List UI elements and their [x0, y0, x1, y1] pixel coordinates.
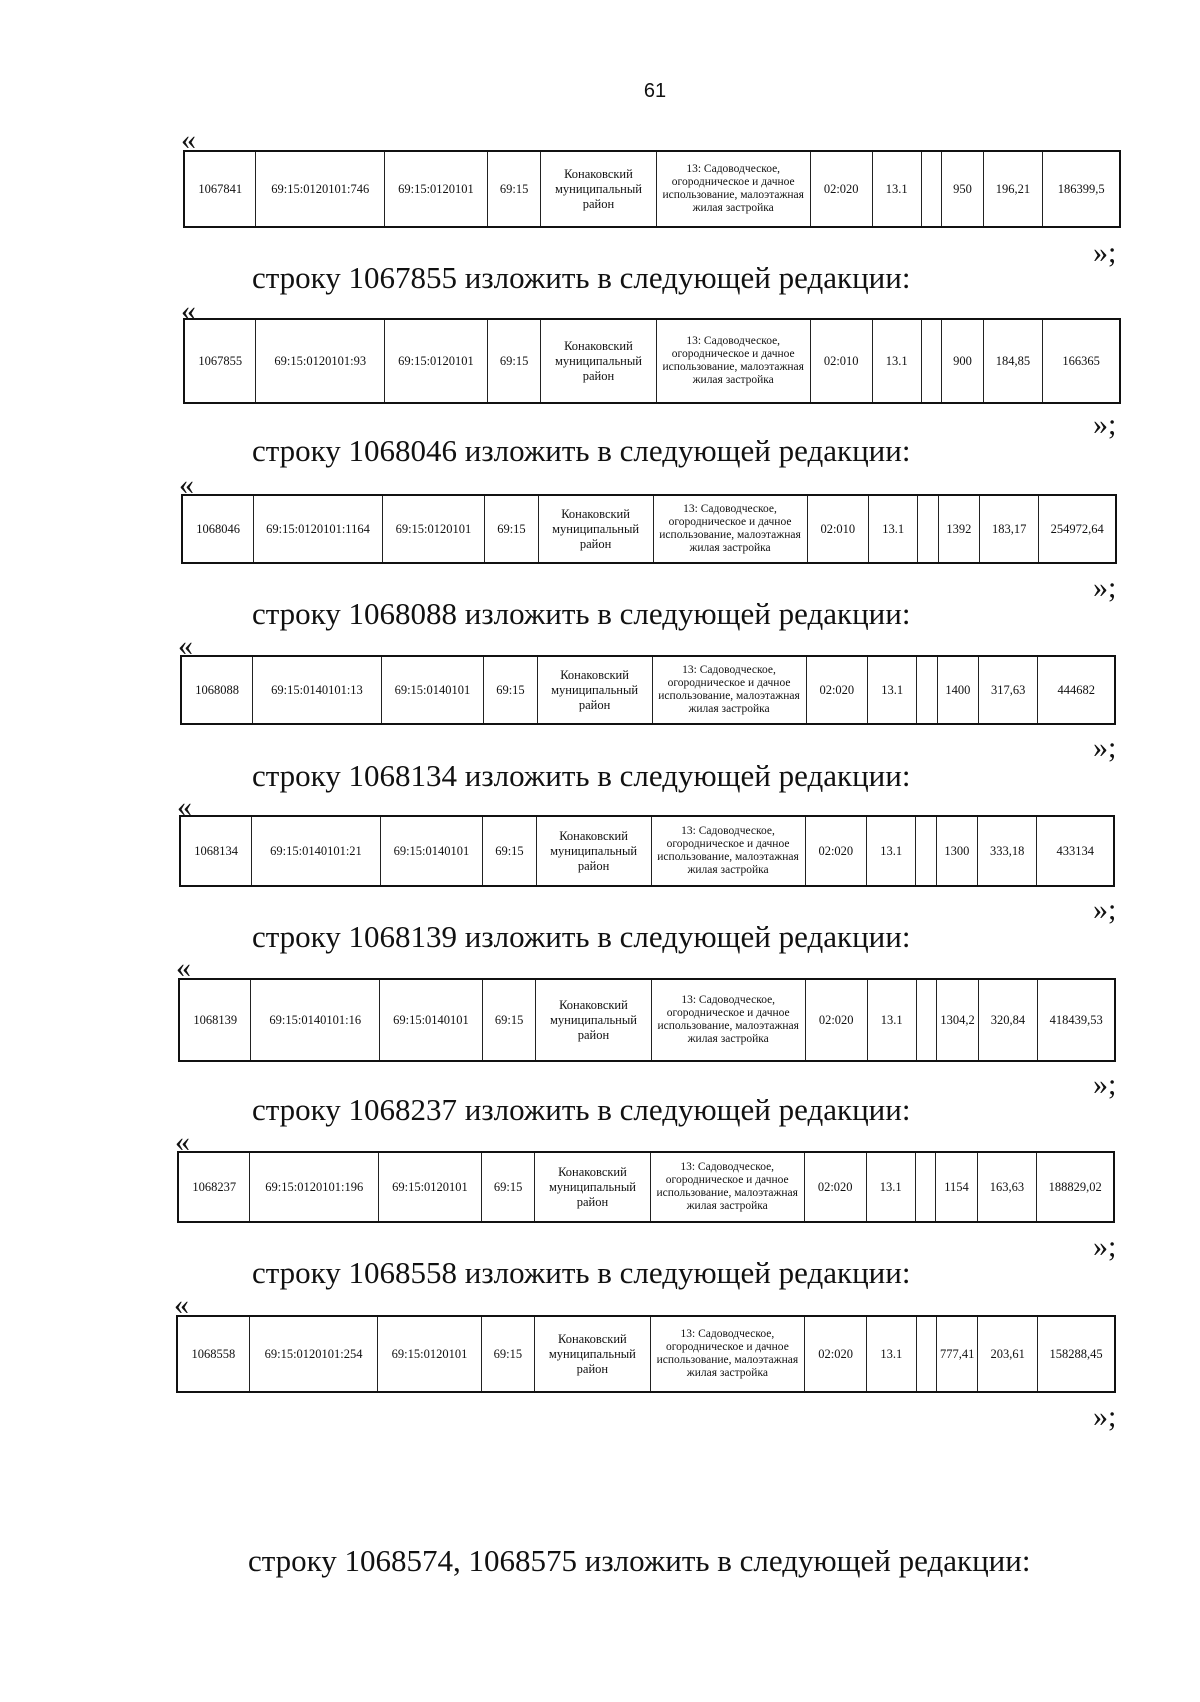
opening-quote: «	[174, 1288, 189, 1321]
district-code-cell: 69:15	[484, 656, 537, 724]
closing-quote: »;	[1093, 408, 1117, 441]
group-code-cell: 13.1	[866, 1152, 915, 1222]
land-use-cell: 13: Садоводческое, огородническое и дачное использование, малоэтажная жилая застройка	[651, 979, 805, 1061]
opening-quote: «	[178, 629, 193, 662]
group-code-cell: 13.1	[867, 1316, 916, 1392]
opening-quote: «	[175, 1125, 190, 1158]
cadastral-value-cell: 444682	[1038, 656, 1115, 724]
cadastral-value-cell: 254972,64	[1039, 495, 1116, 563]
table-row	[180, 816, 1114, 886]
land-use-cell: 13: Садоводческое, огородническое и дачное использование, малоэтажная жилая застройка	[652, 656, 806, 724]
cadastral-value-cell: 188829,02	[1037, 1152, 1114, 1222]
quarter-cell: 69:15:0140101	[380, 816, 483, 886]
row-id-cell: 1068088	[181, 656, 253, 724]
cadastral-number-cell: 69:15:0120101:254	[249, 1316, 378, 1392]
specific-value-cell: 196,21	[983, 151, 1043, 227]
cadastral-number-cell: 69:15:0120101:196	[250, 1152, 379, 1222]
opening-quote: «	[177, 790, 192, 823]
land-use-cell: 13: Садоводческое, огородническое и дачное использование, малоэтажная жилая застройка	[650, 1152, 804, 1222]
zone-code-cell: 02:020	[810, 151, 872, 227]
table-row	[182, 495, 1116, 563]
register-row-table	[181, 494, 1117, 564]
opening-quote: «	[179, 468, 194, 501]
cadastral-value-cell: 433134	[1037, 816, 1114, 886]
land-use-cell: 13: Садоводческое, огородническое и дачное использование, малоэтажная жилая застройка	[650, 1316, 805, 1392]
area-cell: 1392	[938, 495, 979, 563]
zone-code-cell: 02:010	[810, 319, 872, 403]
cadastral-number-cell: 69:15:0120101:746	[256, 151, 385, 227]
opening-quote: «	[176, 951, 191, 984]
cadastral-value-cell: 186399,5	[1043, 151, 1120, 227]
municipality-cell: Конаковский муниципальный район	[535, 1152, 650, 1222]
specific-value-cell: 203,61	[978, 1316, 1038, 1392]
closing-quote: »;	[1093, 1068, 1117, 1101]
specific-value-cell: 163,63	[977, 1152, 1037, 1222]
district-code-cell: 69:15	[487, 151, 540, 227]
row-id-cell: 1068558	[177, 1316, 249, 1392]
land-use-cell: 13: Садоводческое, огородническое и дачное использование, малоэтажная жилая застройка	[656, 319, 810, 403]
district-code-cell: 69:15	[483, 816, 536, 886]
table-row	[179, 979, 1115, 1061]
opening-quote: «	[181, 294, 196, 327]
blank-cell	[918, 495, 939, 563]
row-id-cell: 1068046	[182, 495, 254, 563]
blank-cell	[915, 1152, 936, 1222]
municipality-cell: Конаковский муниципальный район	[537, 656, 652, 724]
area-cell: 1300	[936, 816, 977, 886]
district-code-cell: 69:15	[481, 1316, 535, 1392]
area-cell: 950	[942, 151, 983, 227]
blank-cell	[917, 656, 938, 724]
group-code-cell: 13.1	[868, 656, 917, 724]
quarter-cell: 69:15:0120101	[378, 1316, 481, 1392]
specific-value-cell: 317,63	[978, 656, 1038, 724]
quarter-cell: 69:15:0120101	[385, 151, 488, 227]
register-row-table	[176, 1315, 1116, 1393]
blank-cell	[916, 816, 937, 886]
area-cell: 1304,2	[937, 979, 978, 1061]
municipality-cell: Конаковский муниципальный район	[538, 495, 653, 563]
specific-value-cell: 320,84	[978, 979, 1038, 1061]
final-amendment-heading: строку 1068574, 1068575 изложить в следующей редакции:	[248, 1543, 1031, 1578]
register-row-table	[179, 815, 1115, 887]
cadastral-number-cell: 69:15:0140101:21	[252, 816, 380, 886]
zone-code-cell: 02:020	[805, 816, 867, 886]
register-row-table	[177, 1151, 1115, 1223]
land-use-cell: 13: Садоводческое, огородническое и дачное использование, малоэтажная жилая застройка	[656, 151, 810, 227]
table-row	[181, 656, 1115, 724]
amendment-heading: строку 1068088 изложить в следующей редакции:	[252, 596, 911, 631]
cadastral-number-cell: 69:15:0140101:16	[251, 979, 380, 1061]
row-id-cell: 1068237	[178, 1152, 250, 1222]
cadastral-value-cell: 166365	[1043, 319, 1120, 403]
group-code-cell: 13.1	[867, 816, 916, 886]
blank-cell	[921, 319, 942, 403]
cadastral-number-cell: 69:15:0140101:13	[253, 656, 381, 724]
cadastral-number-cell: 69:15:0120101:1164	[254, 495, 382, 563]
land-use-cell: 13: Садоводческое, огородническое и дачное использование, малоэтажная жилая застройка	[651, 816, 805, 886]
land-use-cell: 13: Садоводческое, огородническое и дачное использование, малоэтажная жилая застройка	[653, 495, 807, 563]
area-cell: 777,41	[937, 1316, 978, 1392]
table-row	[177, 1316, 1115, 1392]
table-row	[184, 151, 1120, 227]
area-cell: 900	[942, 319, 983, 403]
zone-code-cell: 02:010	[807, 495, 869, 563]
register-row-table	[180, 655, 1116, 725]
area-cell: 1400	[937, 656, 978, 724]
cadastral-value-cell: 418439,53	[1038, 979, 1115, 1061]
zone-code-cell: 02:020	[806, 656, 868, 724]
amendment-heading: строку 1068139 изложить в следующей редакции:	[252, 919, 911, 954]
row-id-cell: 1067841	[184, 151, 256, 227]
opening-quote: «	[181, 123, 196, 156]
zone-code-cell: 02:020	[804, 1152, 866, 1222]
cadastral-number-cell: 69:15:0120101:93	[256, 319, 385, 403]
district-code-cell: 69:15	[481, 1152, 534, 1222]
table-row	[178, 1152, 1114, 1222]
group-code-cell: 13.1	[872, 151, 921, 227]
zone-code-cell: 02:020	[805, 979, 867, 1061]
table-row	[184, 319, 1120, 403]
blank-cell	[916, 1316, 937, 1392]
quarter-cell: 69:15:0120101	[382, 495, 485, 563]
register-row-table	[183, 318, 1121, 404]
row-id-cell: 1068139	[179, 979, 251, 1061]
specific-value-cell: 184,85	[983, 319, 1043, 403]
amendment-heading: строку 1068558 изложить в следующей редакции:	[252, 1255, 911, 1290]
quarter-cell: 69:15:0120101	[385, 319, 488, 403]
group-code-cell: 13.1	[872, 319, 921, 403]
quarter-cell: 69:15:0140101	[381, 656, 484, 724]
specific-value-cell: 183,17	[979, 495, 1039, 563]
amendment-heading: строку 1067855 изложить в следующей редакции:	[252, 260, 911, 295]
area-cell: 1154	[936, 1152, 977, 1222]
amendment-heading: строку 1068134 изложить в следующей редакции:	[252, 758, 911, 793]
closing-quote: »;	[1093, 1230, 1117, 1263]
municipality-cell: Конаковский муниципальный район	[535, 1316, 650, 1392]
quarter-cell: 69:15:0140101	[380, 979, 483, 1061]
municipality-cell: Конаковский муниципальный район	[541, 151, 656, 227]
row-id-cell: 1068134	[180, 816, 252, 886]
quarter-cell: 69:15:0120101	[379, 1152, 482, 1222]
municipality-cell: Конаковский муниципальный район	[536, 979, 651, 1061]
specific-value-cell: 333,18	[977, 816, 1037, 886]
municipality-cell: Конаковский муниципальный район	[536, 816, 651, 886]
zone-code-cell: 02:020	[805, 1316, 867, 1392]
group-code-cell: 13.1	[867, 979, 916, 1061]
closing-quote: »;	[1093, 731, 1117, 764]
cadastral-value-cell: 158288,45	[1038, 1316, 1115, 1392]
closing-quote: »;	[1093, 236, 1117, 269]
blank-cell	[916, 979, 937, 1061]
district-code-cell: 69:15	[485, 495, 538, 563]
page-number: 61	[643, 80, 667, 102]
group-code-cell: 13.1	[869, 495, 918, 563]
district-code-cell: 69:15	[482, 979, 535, 1061]
municipality-cell: Конаковский муниципальный район	[541, 319, 656, 403]
register-row-table	[183, 150, 1121, 228]
closing-quote: »;	[1093, 893, 1117, 926]
amendment-heading: строку 1068046 изложить в следующей редакции:	[252, 433, 911, 468]
register-row-table	[178, 978, 1116, 1062]
closing-quote: »;	[1093, 1400, 1117, 1433]
closing-quote: »;	[1093, 571, 1117, 604]
district-code-cell: 69:15	[487, 319, 540, 403]
amendment-heading: строку 1068237 изложить в следующей редакции:	[252, 1092, 911, 1127]
blank-cell	[921, 151, 942, 227]
row-id-cell: 1067855	[184, 319, 256, 403]
